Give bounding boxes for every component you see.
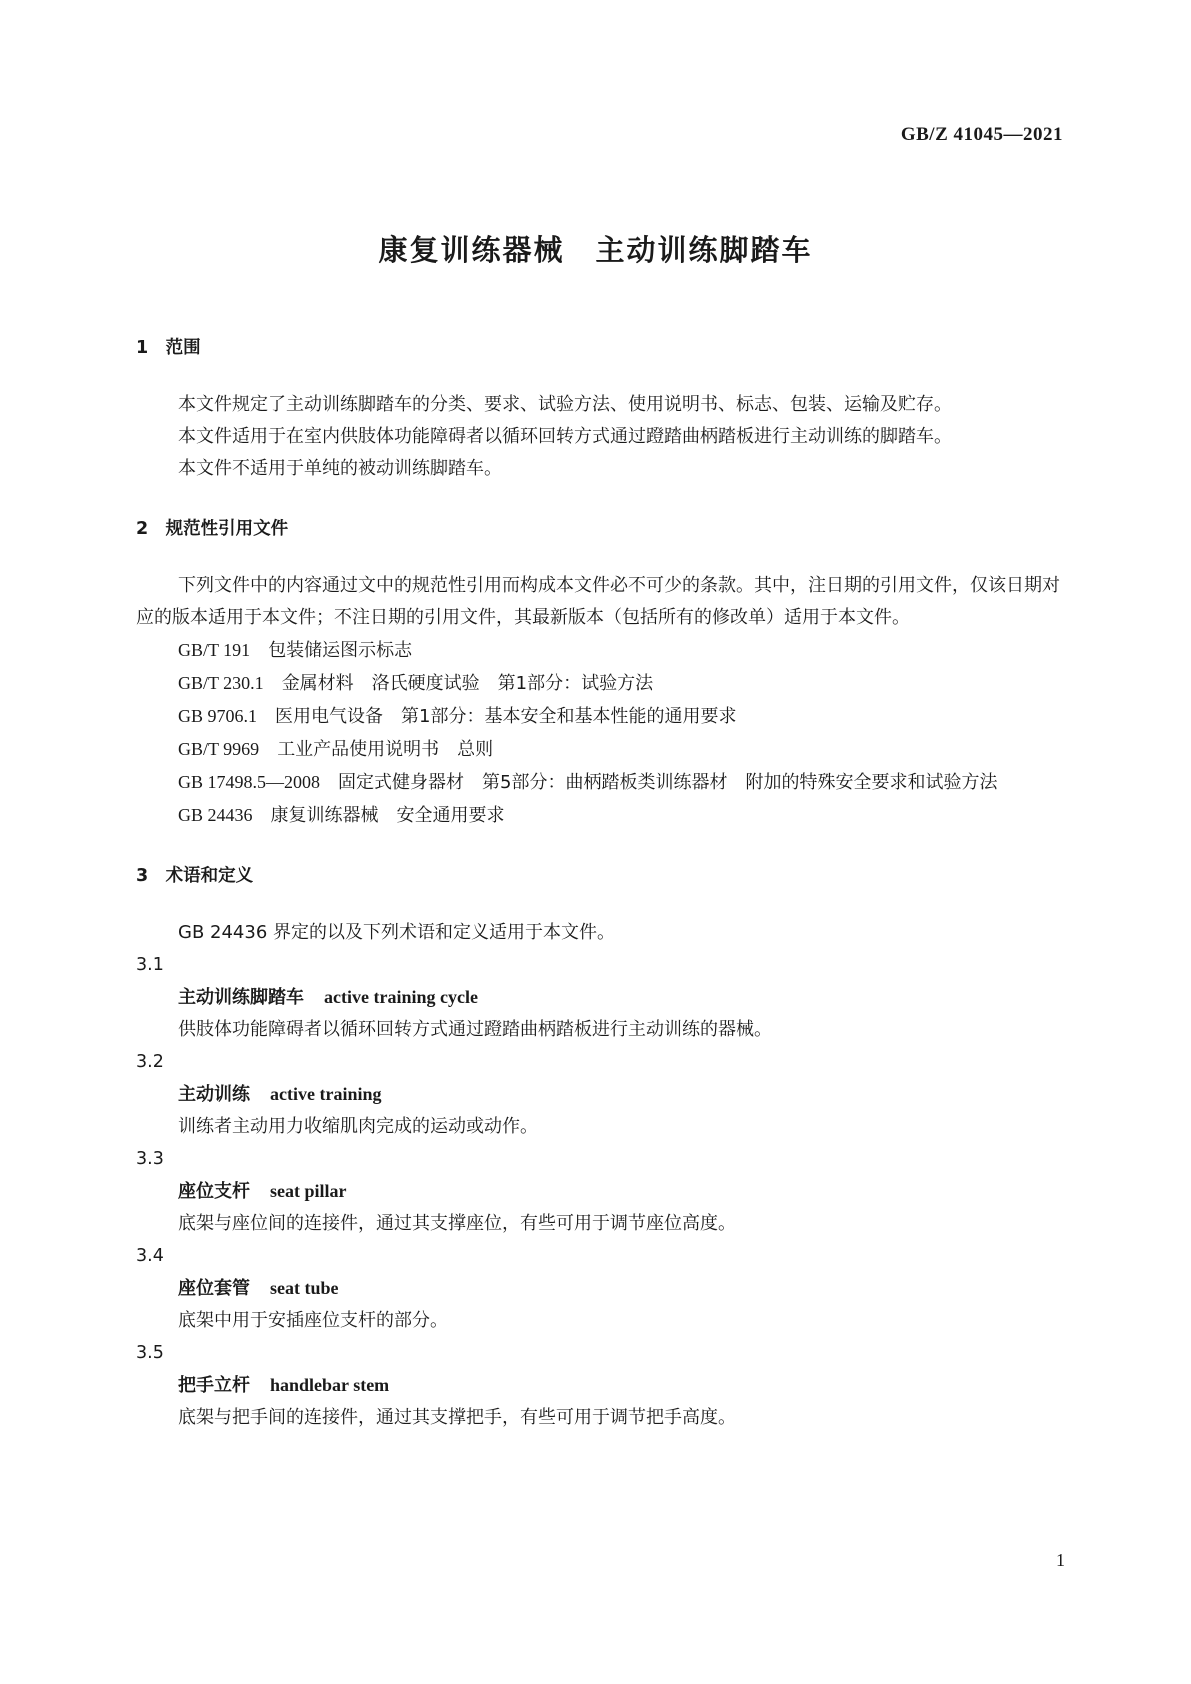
scope-paragraph: 本文件适用于在室内供肢体功能障碍者以循环回转方式通过蹬踏曲柄踏板进行主动训练的脚踏车。	[178, 426, 952, 447]
term-chinese: 主动训练脚踏车	[178, 987, 304, 1008]
scope-paragraph: 本文件规定了主动训练脚踏车的分类、要求、试验方法、使用说明书、标志、包装、运输及贮存。	[178, 394, 952, 415]
term-definition: 训练者主动用力收缩肌肉完成的运动或动作。	[178, 1116, 538, 1137]
term-english: active training	[270, 1084, 382, 1104]
term-number: 3.2	[136, 1052, 164, 1072]
term-entry	[136, 1240, 1060, 1337]
term-heading	[136, 981, 1060, 1014]
reference-title: 固定式健身器材 第5部分：曲柄踏板类训练器材 附加的特殊安全要求和试验方法	[338, 772, 998, 793]
reference-item	[136, 766, 1060, 799]
reference-code: GB 24436	[178, 805, 253, 825]
reference-item	[136, 667, 1060, 700]
term-entry	[136, 1046, 1060, 1143]
term-number: 3.1	[136, 955, 164, 975]
term-number: 3.3	[136, 1149, 164, 1169]
term-entry	[136, 1337, 1060, 1434]
reference-code: GB/T 191	[178, 640, 251, 660]
term-chinese: 座位套管	[178, 1278, 250, 1299]
section-heading-normative-references: 2 规范性引用文件	[136, 519, 289, 539]
page-number: 1	[1056, 1550, 1065, 1570]
term-heading	[136, 1175, 1060, 1208]
reference-title: 包装储运图示标志	[268, 640, 413, 661]
term-definition: 供肢体功能障碍者以循环回转方式通过蹬踏曲柄踏板进行主动训练的器械。	[178, 1019, 772, 1040]
term-number: 3.5	[136, 1343, 164, 1363]
reference-item	[136, 733, 1060, 766]
term-chinese: 把手立杆	[178, 1375, 250, 1396]
term-heading	[136, 1078, 1060, 1111]
term-definition: 底架与把手间的连接件，通过其支撑把手，有些可用于调节把手高度。	[178, 1407, 736, 1428]
reference-item	[136, 799, 1060, 832]
term-english: handlebar stem	[270, 1375, 390, 1395]
references-intro: 下列文件中的内容通过文中的规范性引用而构成本文件必不可少的条款。其中，注日期的引用文件，仅该日期对应的版本适用于本文件；不注日期的引用文件，其最新版本（包括所有的修改单）适用于本文件。	[136, 575, 1060, 628]
reference-title: 康复训练器械 安全通用要求	[270, 805, 505, 826]
section-heading-terms-definitions: 3 术语和定义	[136, 866, 254, 886]
document-body	[136, 334, 1060, 1434]
term-chinese: 主动训练	[178, 1084, 250, 1105]
term-english: seat pillar	[270, 1181, 347, 1201]
term-english: active training cycle	[324, 987, 478, 1007]
reference-item	[136, 700, 1060, 733]
reference-code: GB 17498.5—2008	[178, 772, 321, 792]
reference-list	[136, 634, 1060, 832]
reference-code: GB/T 230.1	[178, 673, 264, 693]
section-heading-scope: 1 范围	[136, 338, 201, 358]
document-title: 康复训练器械 主动训练脚踏车	[378, 233, 813, 267]
reference-item	[136, 634, 1060, 667]
standard-code: GB/Z 41045—2021	[900, 124, 1063, 145]
term-english: seat tube	[270, 1278, 339, 1298]
term-definition: 底架中用于安插座位支杆的部分。	[178, 1310, 448, 1331]
term-entry	[136, 1143, 1060, 1240]
term-definition: 底架与座位间的连接件，通过其支撑座位，有些可用于调节座位高度。	[178, 1213, 736, 1234]
term-chinese: 座位支杆	[178, 1181, 250, 1202]
term-entry	[136, 949, 1060, 1046]
reference-code: GB/T 9969	[178, 739, 260, 759]
term-number: 3.4	[136, 1246, 164, 1266]
terms-intro: GB 24436 界定的以及下列术语和定义适用于本文件。	[178, 922, 615, 943]
reference-title: 工业产品使用说明书 总则	[277, 739, 494, 760]
reference-title: 医用电气设备 第1部分：基本安全和基本性能的通用要求	[275, 706, 737, 727]
reference-title: 金属材料 洛氏硬度试验 第1部分：试验方法	[281, 673, 654, 694]
reference-code: GB 9706.1	[178, 706, 258, 726]
scope-paragraph: 本文件不适用于单纯的被动训练脚踏车。	[178, 458, 502, 479]
term-heading	[136, 1369, 1060, 1402]
term-heading	[136, 1272, 1060, 1305]
